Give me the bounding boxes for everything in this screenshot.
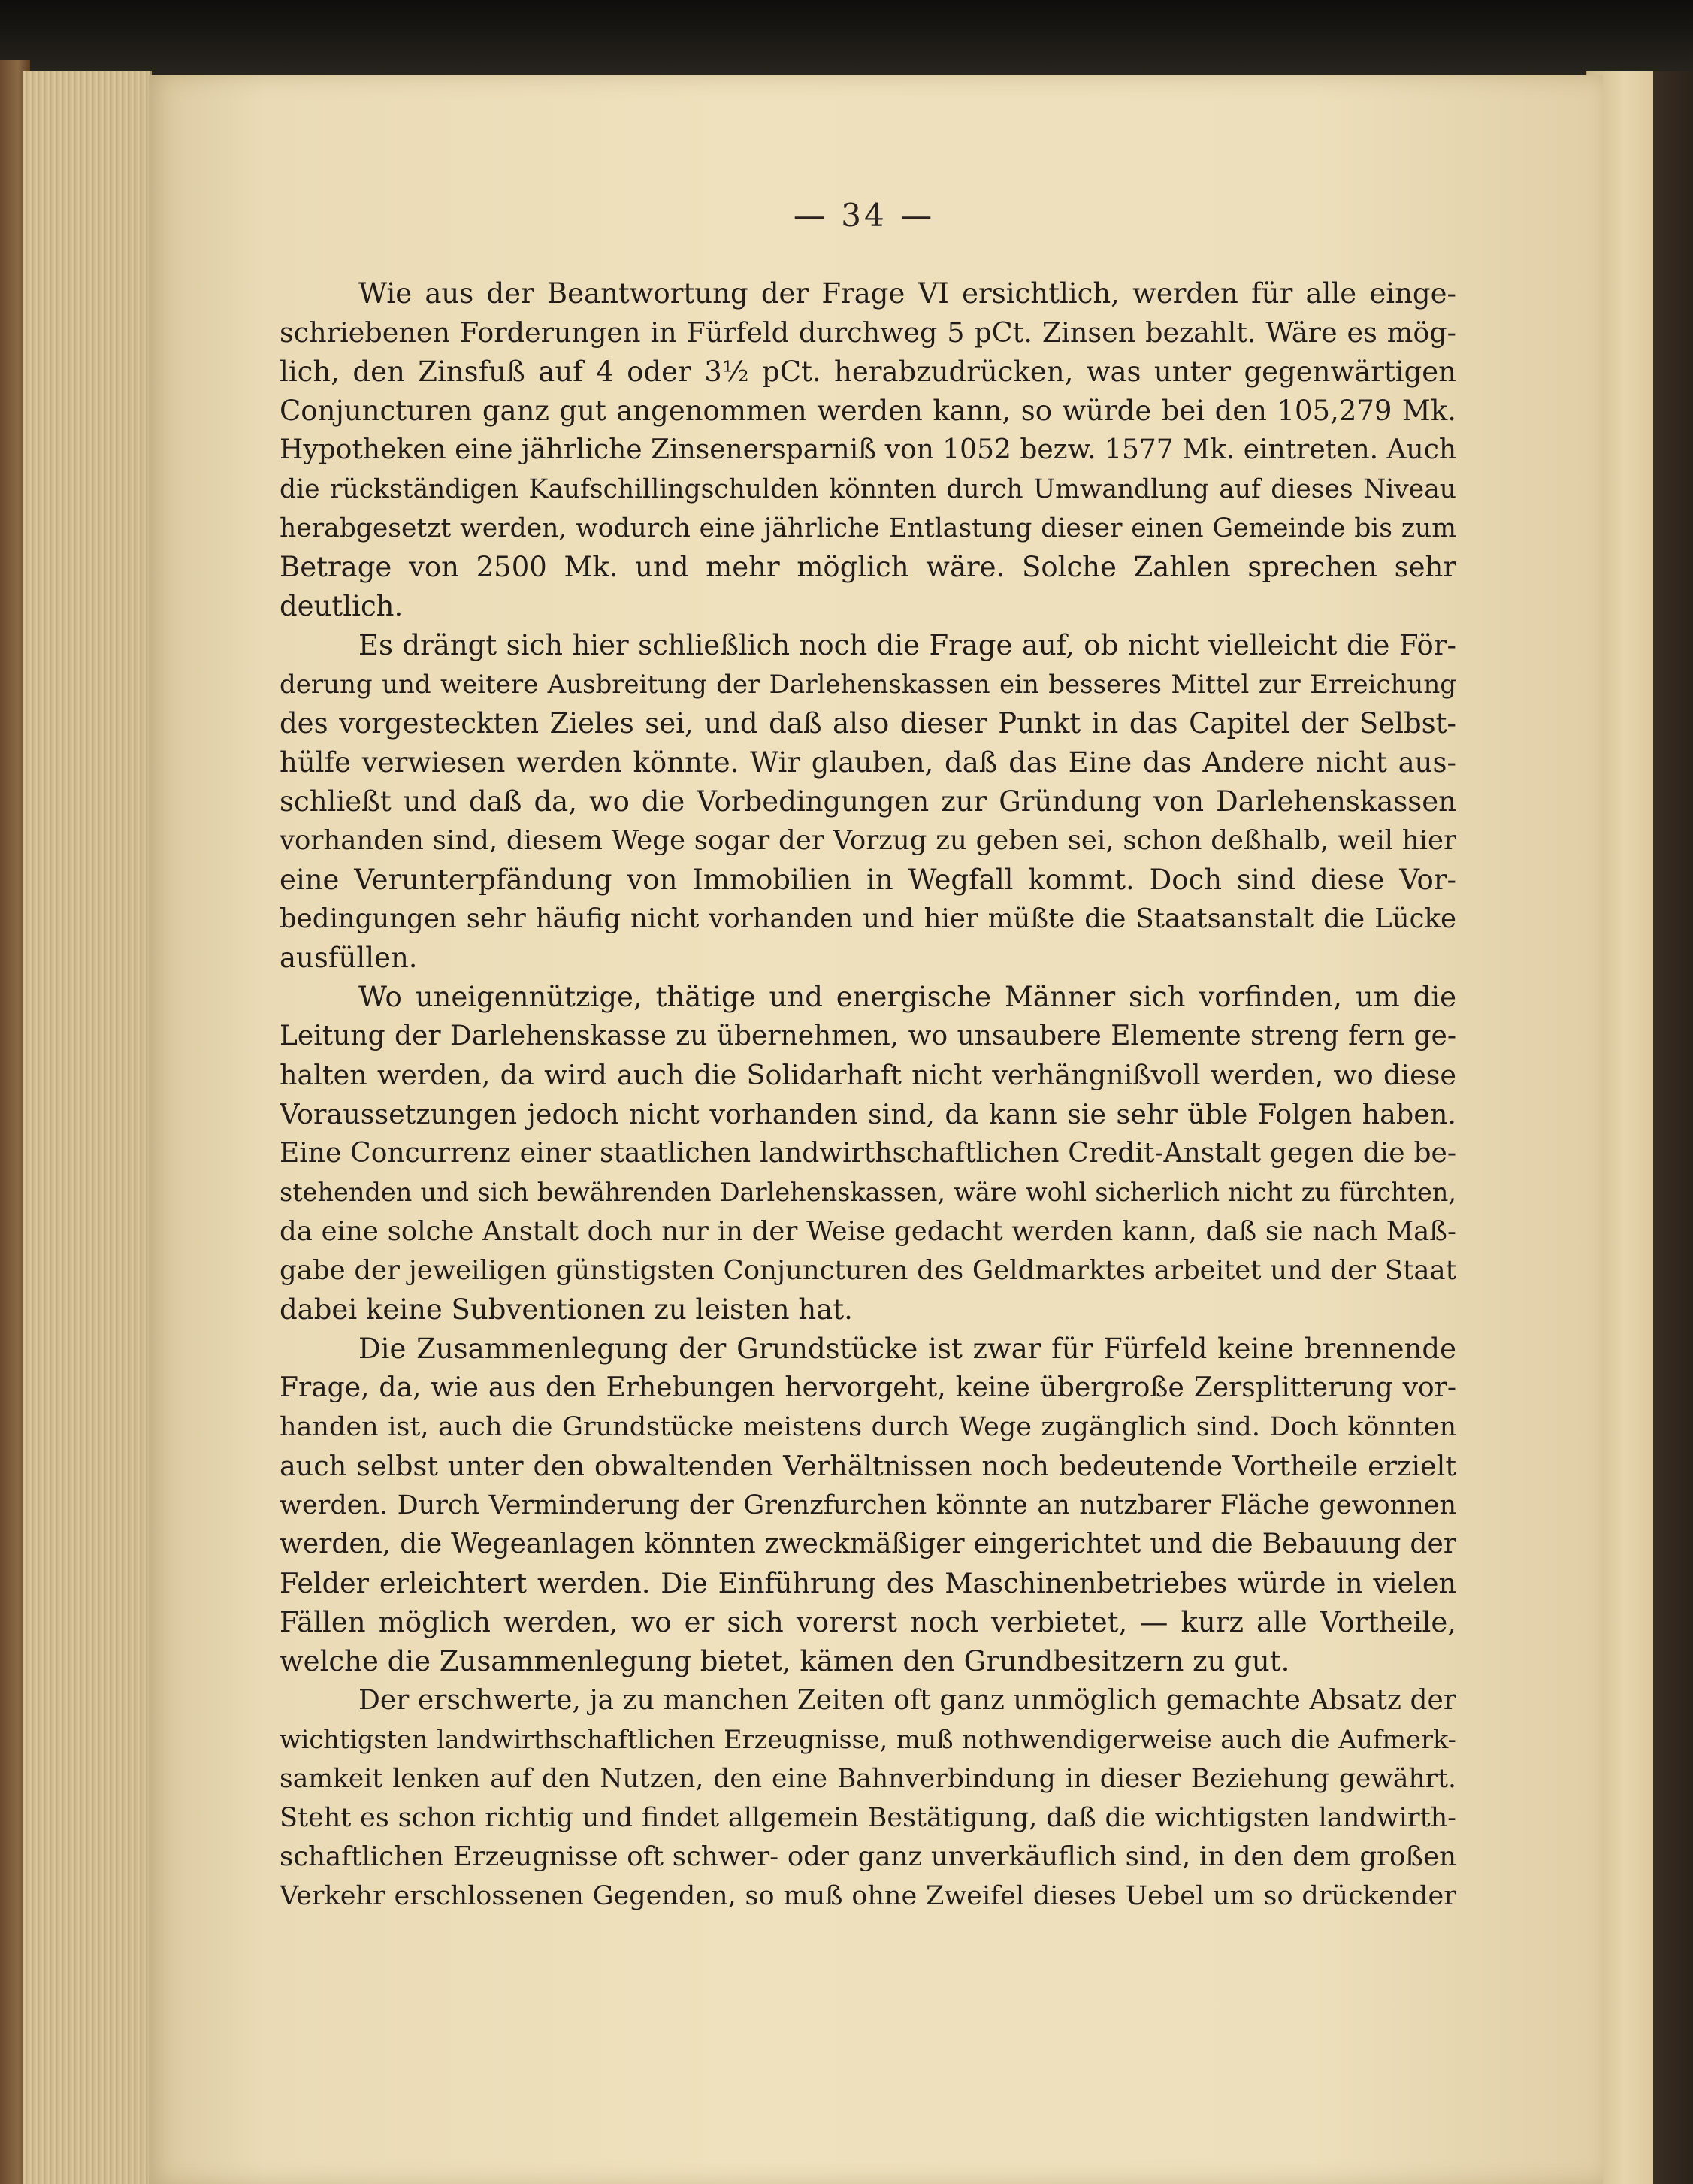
text-line: gabe der jeweiligen günstigsten Conjuncturen des Geldmarktes arbeitet und der Staat <box>280 1255 1456 1286</box>
text-line: ausfüllen. <box>280 942 418 974</box>
text-line: werden. Durch Verminderung der Grenzfurchen könnte an nutzbarer Fläche gewonnen <box>280 1490 1456 1520</box>
text-line: wichtigsten landwirthschaftlichen Erzeugnisse, muß nothwendigerweise auch die Aufmerk- <box>280 1725 1456 1754</box>
text-line: derung und weitere Ausbreitung der Darlehenskassen ein besseres Mittel zur Erreichung <box>280 670 1456 700</box>
body-text <box>280 274 1456 1916</box>
text-line: Verkehr erschlossenen Gegenden, so muß ohne Zweifel dieses Uebel um so drückender <box>280 1881 1456 1911</box>
text-line: Fällen möglich werden, wo er sich vorerst noch verbietet, — kurz alle Vortheile, <box>280 1606 1456 1638</box>
text-line: handen ist, auch die Grundstücke meistens durch Wege zugänglich sind. Doch könnten <box>280 1412 1456 1442</box>
text-line: Felder erleichtert werden. Die Einführung des Maschinenbetriebes würde in vielen <box>280 1567 1456 1599</box>
text-line: Wie aus der Beantwortung der Frage VI ersichtlich, werden für alle einge- <box>358 277 1456 310</box>
text-line: da eine solche Anstalt doch nur in der Weise gedacht werden kann, daß sie nach Maß- <box>280 1216 1456 1247</box>
text-line: werden, die Wegeanlagen könnten zweckmäßiger eingerichtet und die Bebauung der <box>280 1529 1456 1559</box>
page-number: — 34 — <box>793 197 936 234</box>
text-line: welche die Zusammenlegung bietet, kämen den Grundbesitzern zu gut. <box>280 1645 1290 1677</box>
text-line: Es drängt sich hier schließlich noch die Frage auf, ob nicht vielleicht die För- <box>358 629 1456 661</box>
text-line: auch selbst unter den obwaltenden Verhältnissen noch bedeutende Vortheile erzielt <box>280 1450 1456 1482</box>
text-line: lich, den Zinsfuß auf 4 oder 3½ pCt. herabzudrücken, was unter gegenwärtigen <box>280 355 1456 388</box>
text-line: Betrage von 2500 Mk. und mehr möglich wäre. Solche Zahlen sprechen sehr <box>280 551 1456 583</box>
text-line: Voraussetzungen jedoch nicht vorhanden sind, da kann sie sehr üble Folgen haben. <box>280 1098 1456 1130</box>
text-line: halten werden, da wird auch die Solidarhaft nicht verhängnißvoll werden, wo diese <box>280 1059 1456 1091</box>
text-line: Die Zusammenlegung der Grundstücke ist zwar für Fürfeld keine brennende <box>358 1332 1456 1365</box>
text-line: dabei keine Subventionen zu leisten hat. <box>280 1293 853 1326</box>
text-line: Conjuncturen ganz gut angenommen werden kann, so würde bei den 105,279 Mk. <box>280 395 1456 427</box>
text-line: deutlich. <box>280 590 404 622</box>
text-line: Frage, da, wie aus den Erhebungen hervorgeht, keine übergroße Zersplitterung vor- <box>280 1372 1456 1403</box>
right-backdrop <box>1653 71 1693 2184</box>
text-line: des vorgesteckten Zieles sei, und daß also dieser Punkt in das Capitel der Selbst- <box>280 707 1456 740</box>
text-line: hülfe verwiesen werden könnte. Wir glauben, daß das Eine das Andere nicht aus- <box>280 746 1456 779</box>
text-line: eine Verunterpfändung von Immobilien in Wegfall kommt. Doch sind diese Vor- <box>280 864 1456 896</box>
left-page-stack <box>23 71 152 2184</box>
backdrop <box>0 0 1693 83</box>
text-line: Eine Concurrenz einer staatlichen landwirthschaftlichen Credit-Anstalt gegen die be- <box>280 1138 1456 1169</box>
text-line: Steht es schon richtig und findet allgemein Bestätigung, daß die wichtigsten landwirth- <box>280 1803 1456 1833</box>
text-line: die rückständigen Kaufschillingschulden könnten durch Umwandlung auf dieses Niveau <box>280 474 1456 504</box>
text-line: samkeit lenken auf den Nutzen, den eine Bahnverbindung in dieser Beziehung gewährt. <box>280 1764 1456 1794</box>
text-line: bedingungen sehr häufig nicht vorhanden und hier müßte die Staatsanstalt die Lücke <box>280 903 1456 934</box>
text-line: stehenden und sich bewährenden Darlehenskassen, wäre wohl sicherlich nicht zu fürchten, <box>280 1178 1456 1207</box>
text-line: schaftlichen Erzeugnisse oft schwer- oder ganz unverkäuflich sind, in den dem großen <box>280 1841 1456 1872</box>
text-line: schließt und daß da, wo die Vorbedingungen zur Gründung von Darlehenskassen <box>280 785 1456 818</box>
text-line: schriebenen Forderungen in Fürfeld durchweg 5 pCt. Zinsen bezahlt. Wäre es mög- <box>280 316 1456 349</box>
text-line: vorhanden sind, diesem Wege sogar der Vorzug zu geben sei, schon deßhalb, weil hier <box>280 825 1456 856</box>
text-line: Wo uneigennützige, thätige und energische Männer sich vorfinden, um die <box>358 981 1456 1013</box>
text-line: Der erschwerte, ja zu manchen Zeiten oft ganz unmöglich gemachte Absatz der <box>358 1685 1456 1716</box>
text-line: Leitung der Darlehenskasse zu übernehmen, wo unsaubere Elemente streng fern ge- <box>280 1021 1456 1051</box>
text-line: herabgesetzt werden, wodurch eine jährliche Entlastung dieser einen Gemeinde bis zum <box>280 513 1456 543</box>
text-line: Hypotheken eine jährliche Zinsenersparniß von 1052 bezw. 1577 Mk. eintreten. Auch <box>280 434 1456 465</box>
